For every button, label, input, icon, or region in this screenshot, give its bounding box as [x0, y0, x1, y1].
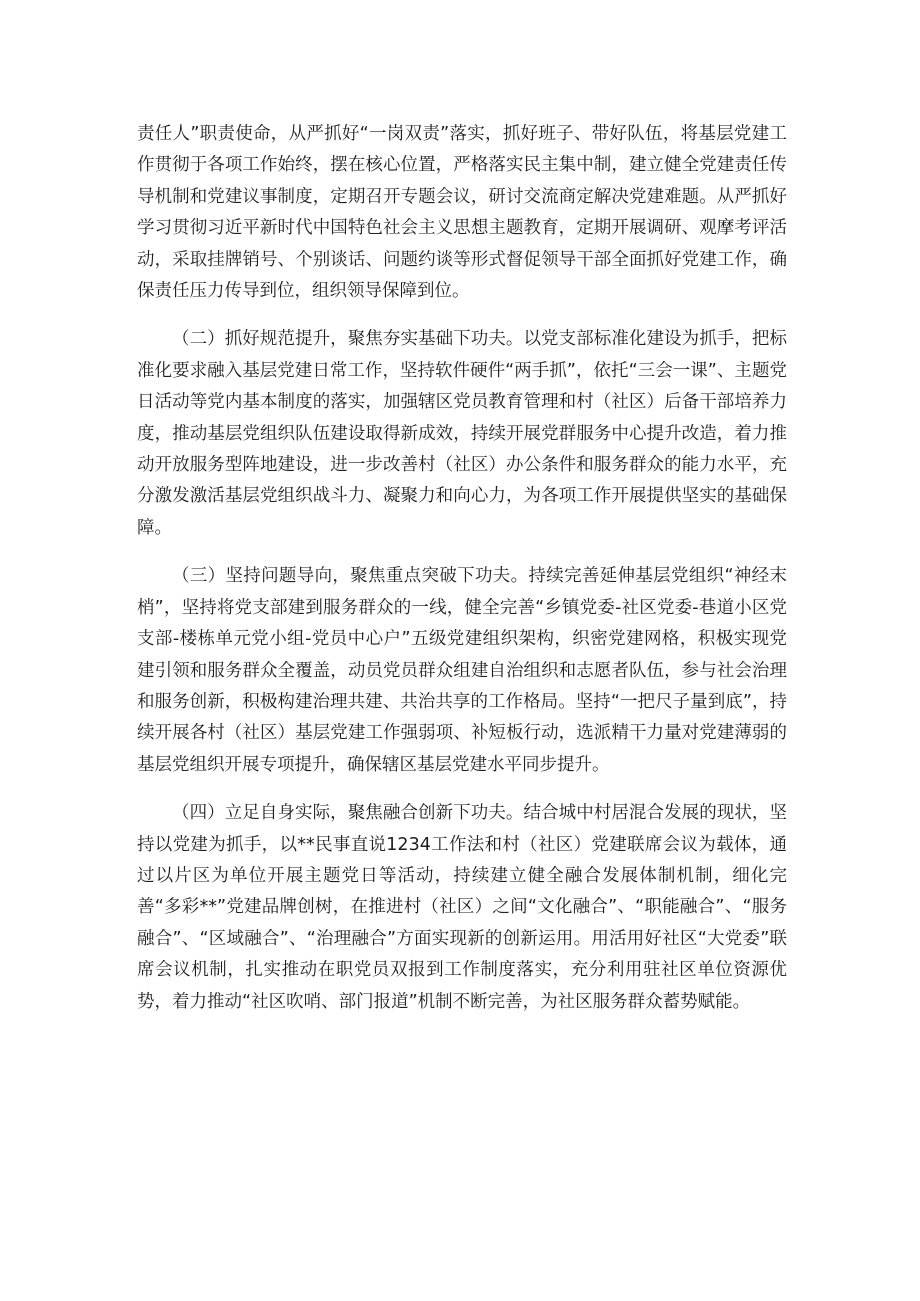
paragraph-section-2: （二）抓好规范提升，聚焦夯实基础下功夫。以党支部标准化建设为抓手，把标准化要求融入基层党建日常工作，坚持软件硬件“两手抓”，依托“三会一课”、主题党日活动等党内基本制度的落实，加强辖区党员教育管理和村（社区）后备干部培养力度，推动基层党组织队伍建设取得新成效，持续开展党群服务中心提升改造，着力推动开放服务型阵地建设，进一步改善村（社区）办公条件和服务群众的能力水平，充分激发激活基层党组织战斗力、凝聚力和向心力，为各项工作开展提供坚实的基础保障。: [137, 329, 787, 538]
document-body: [137, 119, 787, 1035]
paragraph-section-3: （三）坚持问题导向，聚焦重点突破下功夫。持续完善延伸基层党组织“神经末梢”，坚持将党支部建到服务群众的一线，健全完善“乡镇党委-社区党委-巷道小区党支部-楼栋单元党小组-党员中心户”五级党建组织架构，织密党建网格，积极实现党建引领和服务群众全覆盖，动员党员群众组建自治组织和志愿者队伍，参与社会治理和服务创新，积极构建治理共建、共治共享的工作格局。坚持“一把尺子量到底”，持续开展各村（社区）基层党建工作强弱项、补短板行动，选派精干力量对党建薄弱的基层党组织开展专项提升，确保辖区基层党建水平同步提升。: [137, 566, 787, 775]
paragraph-continuation: 责任人”职责使命，从严抓好“一岗双责”落实，抓好班子、带好队伍，将基层党建工作贯彻于各项工作始终，摆在核心位置，严格落实民主集中制，建立健全党建责任传导机制和党建议事制度，定期召开专题会议，研讨交流商定解决党建难题。从严抓好学习贯彻习近平新时代中国特色社会主义思想主题教育，定期开展调研、观摩考评活动，采取挂牌销号、个别谈话、问题约谈等形式督促领导干部全面抓好党建工作，确保责任压力传导到位，组织领导保障到位。: [137, 124, 787, 302]
paragraph-section-4: （四）立足自身实际，聚焦融合创新下功夫。结合城中村居混合发展的现状，坚持以党建为抓手，以**民事直说1234工作法和村（社区）党建联席会议为载体，通过以片区为单位开展主题党日等活动，持续建立健全融合发展体制机制，细化完善“多彩**”党建品牌创树，在推进村（社区）之间“文化融合”、“职能融合”、“服务融合”、“区域融合”、“治理融合”方面实现新的创新运用。用活用好社区“大党委”联席会议机制，扎实推动在职党员双报到工作制度落实，充分利用驻社区单位资源优势，着力推动“社区吹哨、部门报道”机制不断完善，为社区服务群众蓄势赋能。: [137, 803, 787, 1012]
